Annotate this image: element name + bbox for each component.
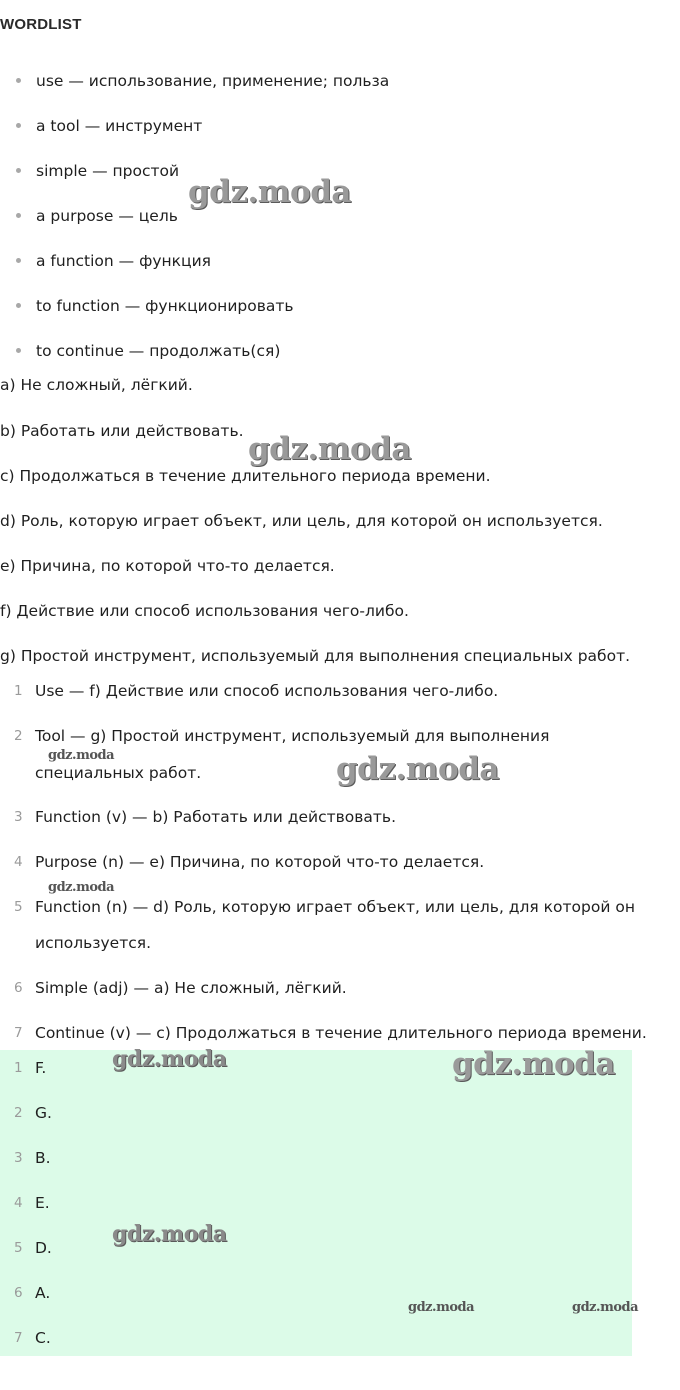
wordlist-item: a purpose — цель: [16, 206, 178, 226]
wordlist-item: a tool — инструмент: [16, 116, 202, 136]
match-text: Purpose (n) — e) Причина, по которой что-то делается.: [35, 853, 485, 871]
wordlist-heading: WORDLIST: [0, 16, 82, 33]
match-text: Continue (v) — c) Продолжаться в течение длительного периода времени.: [35, 1024, 647, 1042]
wordlist-item: simple — простой: [16, 161, 179, 181]
wordlist-item: a function — функция: [16, 251, 211, 271]
definition-item: b) Работать или действовать.: [0, 422, 244, 440]
answer-number: 2: [14, 1105, 23, 1121]
answer-number: 5: [14, 1240, 23, 1256]
answer-text: B.: [35, 1149, 51, 1167]
wordlist-item: to function — функционировать: [16, 296, 294, 316]
answer-text: A.: [35, 1284, 51, 1302]
definition-item: d) Роль, которую играет объект, или цель, для которой он используется.: [0, 512, 603, 530]
match-text: Simple (adj) — a) Не сложный, лёгкий.: [35, 979, 347, 997]
answer-text: E.: [35, 1194, 50, 1212]
answers-block: [0, 1050, 632, 1356]
bullet-dot: [16, 78, 21, 83]
answer-number: 1: [14, 1060, 23, 1076]
definition-item: c) Продолжаться в течение длительного периода времени.: [0, 467, 491, 485]
watermark: gdz.moda: [48, 748, 115, 763]
answer-text: F.: [35, 1059, 47, 1077]
watermark: gdz.moda: [572, 1300, 639, 1315]
match-number: 3: [14, 809, 23, 825]
bullet-dot: [16, 123, 21, 128]
answer-text: C.: [35, 1329, 51, 1347]
watermark: gdz.moda: [112, 1221, 227, 1247]
bullet-dot: [16, 168, 21, 173]
match-text-continued: используется.: [35, 934, 152, 952]
watermark: gdz.moda: [248, 431, 411, 467]
match-text: Tool — g) Простой инструмент, используемый для выполнения: [35, 727, 550, 745]
match-text-continued: специальных работ.: [35, 764, 202, 782]
answer-text: G.: [35, 1104, 52, 1122]
answer-text: D.: [35, 1239, 52, 1257]
watermark: gdz.moda: [188, 174, 351, 210]
match-text: Function (n) — d) Роль, которую играет объект, или цель, для которой он: [35, 898, 635, 916]
definition-item: g) Простой инструмент, используемый для выполнения специальных работ.: [0, 647, 631, 665]
bullet-dot: [16, 258, 21, 263]
definition-item: e) Причина, по которой что-то делается.: [0, 557, 335, 575]
watermark: gdz.moda: [336, 751, 499, 787]
match-number: 7: [14, 1025, 23, 1041]
watermark: gdz.moda: [48, 880, 115, 895]
definition-item: a) Не сложный, лёгкий.: [0, 376, 193, 394]
match-number: 5: [14, 899, 23, 915]
match-text: Function (v) — b) Работать или действовать.: [35, 808, 396, 826]
watermark: gdz.moda: [112, 1046, 227, 1072]
bullet-dot: [16, 348, 21, 353]
match-number: 1: [14, 683, 23, 699]
bullet-dot: [16, 303, 21, 308]
match-number: 4: [14, 854, 23, 870]
answer-number: 4: [14, 1195, 23, 1211]
answer-number: 3: [14, 1150, 23, 1166]
answer-number: 7: [14, 1330, 23, 1346]
match-text: Use — f) Действие или способ использования чего-либо.: [35, 682, 499, 700]
watermark: gdz.moda: [452, 1046, 615, 1082]
match-number: 6: [14, 980, 23, 996]
match-number: 2: [14, 728, 23, 744]
wordlist-item: to continue — продолжать(ся): [16, 341, 280, 361]
wordlist-item: use — использование, применение; польза: [16, 71, 389, 91]
watermark: gdz.moda: [408, 1300, 475, 1315]
bullet-dot: [16, 213, 21, 218]
definition-item: f) Действие или способ использования чего-либо.: [0, 602, 409, 620]
answer-number: 6: [14, 1285, 23, 1301]
